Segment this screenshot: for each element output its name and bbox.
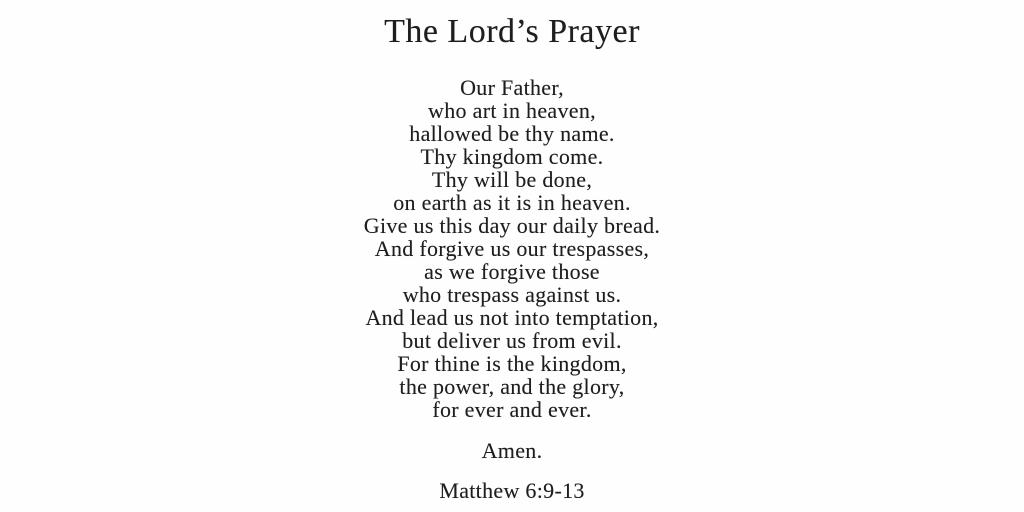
scripture-reference: Matthew 6:9-13 <box>439 478 585 503</box>
prayer-line: hallowed be thy name. <box>409 121 615 146</box>
prayer-line: for ever and ever. <box>432 397 592 422</box>
prayer-line: who trespass against us. <box>402 282 622 307</box>
prayer-text-block <box>0 76 1024 421</box>
prayer-line: Thy will be done, <box>431 167 593 192</box>
prayer-line: the power, and the glory, <box>399 374 625 399</box>
prayer-line: on earth as it is in heaven. <box>393 190 631 215</box>
prayer-closing: Amen. <box>481 438 543 463</box>
prayer-line: And lead us not into temptation, <box>365 305 659 330</box>
prayer-line: And forgive us our trespasses, <box>374 236 650 261</box>
prayer-line: Thy kingdom come. <box>420 144 604 169</box>
prayer-line: For thine is the kingdom, <box>397 351 627 376</box>
prayer-line: who art in heaven, <box>428 98 596 123</box>
page-title: The Lord’s Prayer <box>384 13 640 50</box>
prayer-line: but deliver us from evil. <box>402 328 622 353</box>
prayer-line: Give us this day our daily bread. <box>363 213 661 238</box>
prayer-line: Our Father, <box>460 75 564 100</box>
prayer-line: as we forgive those <box>424 259 600 284</box>
